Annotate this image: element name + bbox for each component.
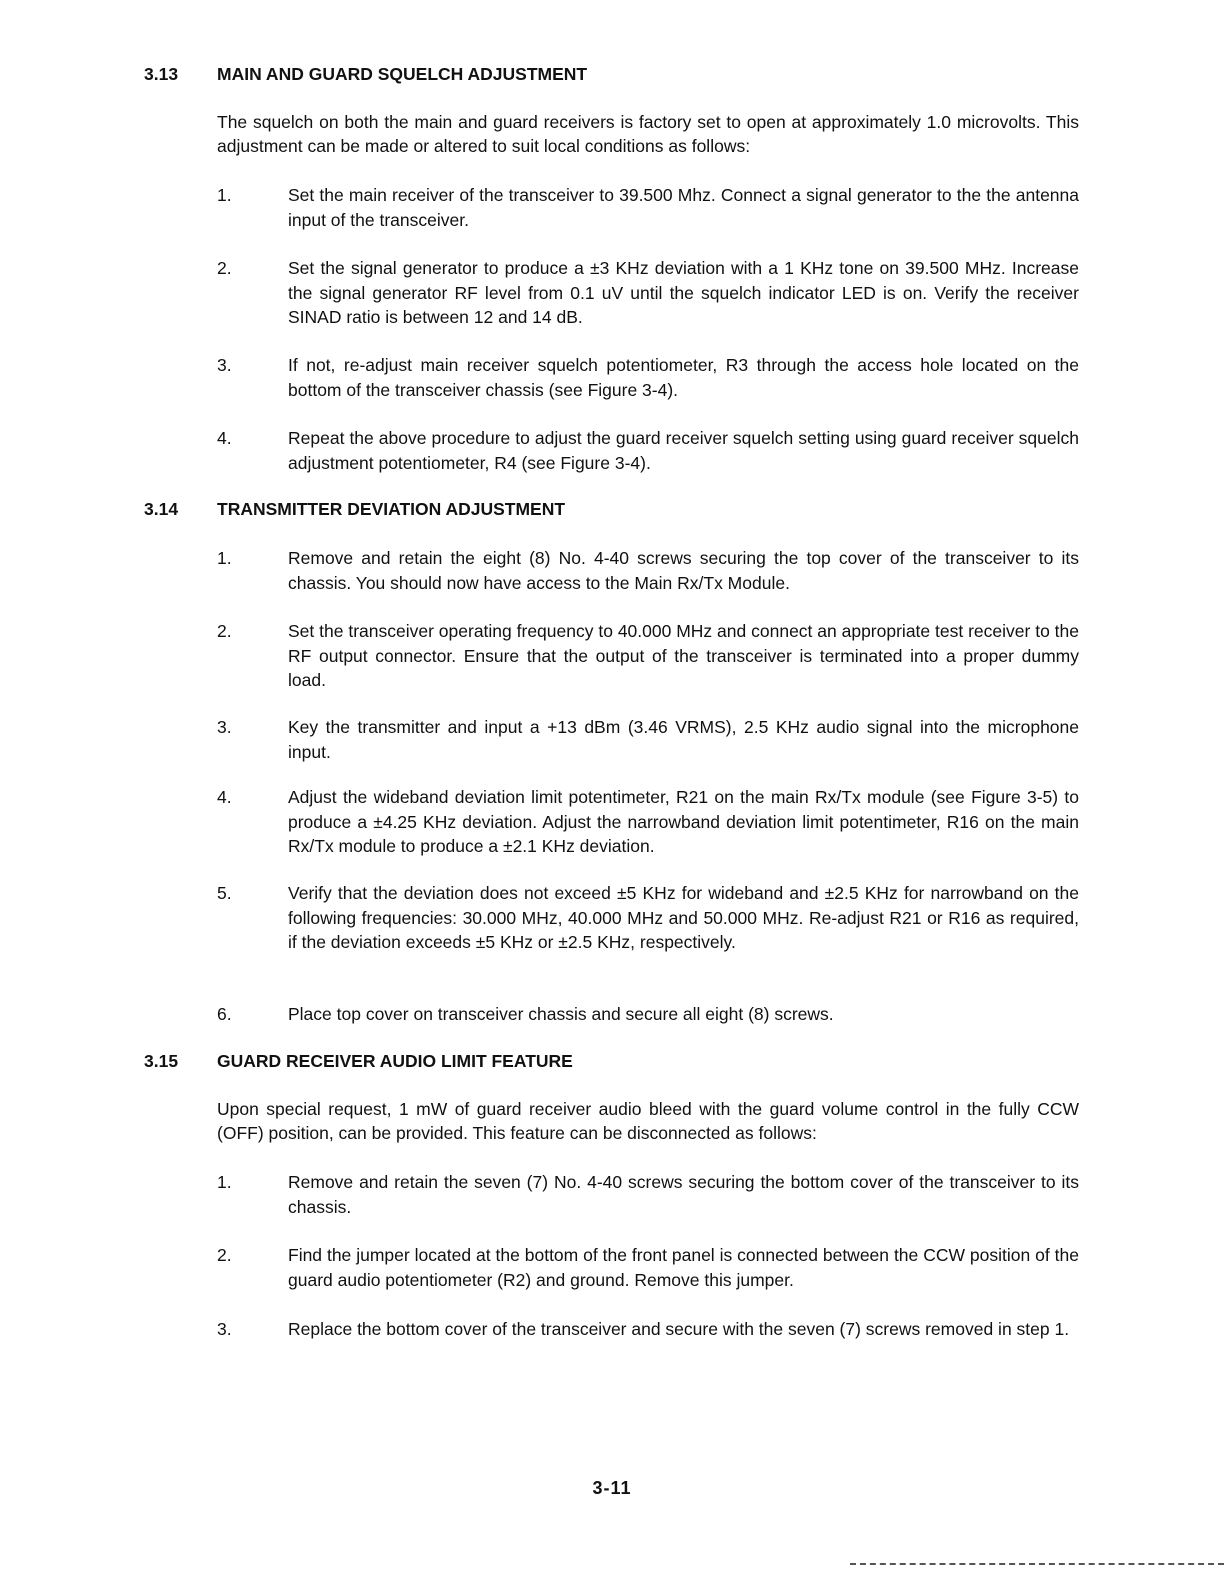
item-text: Replace the bottom cover of the transceiver and secure with the seven (7) screws removed in step 1.: [288, 1319, 1070, 1339]
item-number: 2.: [217, 1245, 232, 1265]
item-number: 1.: [217, 548, 232, 568]
item-number: 3.: [217, 355, 232, 375]
item-text: Set the transceiver operating frequency to 40.000 MHz and connect an appropriate test receiver to the RF output connector. Ensure that the output of the transceiver is terminated into a proper dummy load.: [288, 621, 1079, 690]
item-number: 4.: [217, 428, 232, 448]
item-text: Place top cover on transceiver chassis and secure all eight (8) screws.: [288, 1004, 834, 1024]
item-number: 3.: [217, 717, 232, 737]
item-text: Set the main receiver of the transceiver to 39.500 Mhz. Connect a signal generator to the the antenna input of the transceiver.: [288, 185, 1079, 230]
section-number: 3.14: [144, 499, 179, 519]
item-number: 2.: [217, 621, 232, 641]
item-number: 6.: [217, 1004, 232, 1024]
item-text: If not, re-adjust main receiver squelch potentiometer, R3 through the access hole located on the bottom of the transceiver chassis (see Figure 3-4).: [288, 355, 1079, 400]
item-text: Repeat the above procedure to adjust the guard receiver squelch setting using guard receiver squelch adjustment potentiometer, R4 (see Figure 3-4).: [288, 428, 1079, 473]
item-number: 3.: [217, 1319, 232, 1339]
item-text: Remove and retain the eight (8) No. 4-40 screws securing the top cover of the transceiver to its chassis. You should now have access to the Main Rx/Tx Module.: [288, 548, 1079, 593]
item-number: 5.: [217, 883, 232, 903]
item-number: 1.: [217, 185, 232, 205]
item-text: Set the signal generator to produce a ±3 KHz deviation with a 1 KHz tone on 39.500 MHz. Increase the signal generator RF level from 0.1 uV until the squelch indicator LED is on. Verify the receiver SINAD ratio is between 12 and 14 dB.: [288, 258, 1079, 327]
scan-artifact-line: [850, 1563, 1224, 1565]
item-number: 4.: [217, 787, 232, 807]
section-title: TRANSMITTER DEVIATION ADJUSTMENT: [217, 499, 566, 519]
item-number: 1.: [217, 1172, 232, 1192]
item-text: Verify that the deviation does not exceed ±5 KHz for wideband and ±2.5 KHz for narrowband on the following frequencies: 30.000 MHz, 40.000 MHz and 50.000 MHz. Re-adjust R21 or R16 as required, if the deviation exceeds ±5 KHz or ±2.5 KHz, respectively.: [288, 883, 1079, 952]
item-text: Remove and retain the seven (7) No. 4-40 screws securing the bottom cover of the transceiver to its chassis.: [288, 1172, 1079, 1217]
section-intro: Upon special request, 1 mW of guard receiver audio bleed with the guard volume control in the fully CCW (OFF) position, can be provided. This feature can be disconnected as follows:: [217, 1099, 1079, 1143]
section-title: GUARD RECEIVER AUDIO LIMIT FEATURE: [217, 1051, 573, 1071]
section-intro: The squelch on both the main and guard receivers is factory set to open at approximately 1.0 microvolts. This adjustment can be made or altered to suit local conditions as follows:: [217, 112, 1079, 156]
section-number: 3.15: [144, 1051, 179, 1071]
item-number: 2.: [217, 258, 232, 278]
item-text: Key the transmitter and input a +13 dBm (3.46 VRMS), 2.5 KHz audio signal into the microphone input.: [288, 717, 1079, 762]
item-text: Adjust the wideband deviation limit potentimeter, R21 on the main Rx/Tx module (see Figure 3-5) to produce a ±4.25 KHz deviation. Adjust the narrowband deviation limit potentimeter, R16 on the main Rx/Tx module to produce a ±2.1 KHz deviation.: [288, 787, 1079, 856]
page-number: 3-11: [592, 1478, 632, 1498]
section-number: 3.13: [144, 64, 179, 84]
section-title: MAIN AND GUARD SQUELCH ADJUSTMENT: [217, 64, 588, 84]
item-text: Find the jumper located at the bottom of the front panel is connected between the CCW position of the guard audio potentiometer (R2) and ground. Remove this jumper.: [288, 1245, 1079, 1290]
